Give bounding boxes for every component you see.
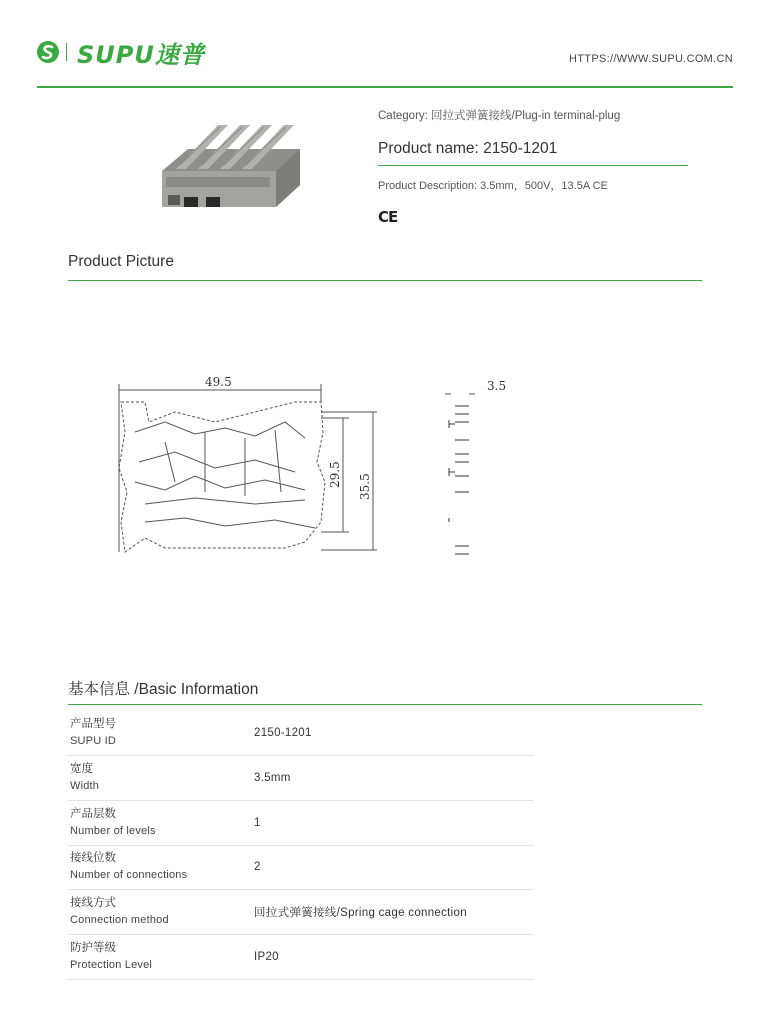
supu-logo-icon: [36, 40, 60, 64]
product-name: Product name: 2150-1201: [378, 140, 558, 157]
product-description: Product Description: 3.5mm，500V，13.5A CE: [378, 180, 608, 192]
label-chinese: 宽度: [70, 763, 93, 776]
row-value: IP20: [254, 934, 534, 979]
row-value: 1: [254, 800, 534, 845]
basic-info-heading: 基本信息 /Basic Information: [68, 681, 259, 698]
row-label: [68, 800, 254, 845]
table-row: [68, 711, 534, 756]
label-english: Protection Level: [70, 958, 153, 971]
brand-logo[interactable]: [36, 38, 205, 69]
product-image: [158, 107, 306, 217]
row-value: 2150-1201: [254, 711, 534, 756]
ce-mark-icon: CE: [378, 208, 398, 226]
row-label: [68, 934, 254, 979]
table-row: [68, 934, 534, 979]
row-value: 2: [254, 845, 534, 890]
label-english: SUPU ID: [70, 735, 117, 748]
row-label: [68, 890, 254, 935]
label-english: Connection method: [70, 914, 169, 927]
basic-info-divider: [68, 704, 702, 705]
product-category: Category: 回拉式弹簧接线/Plug-in terminal-plug: [378, 110, 621, 122]
product-picture-divider: [68, 280, 702, 281]
site-url[interactable]: HTTPS://WWW.SUPU.COM.CN: [569, 53, 733, 65]
logo-wordmark: SUPU速普: [77, 40, 205, 69]
row-value: 3.5mm: [254, 756, 534, 801]
label-chinese: 产品层数: [70, 807, 116, 820]
product-name-underline: [378, 165, 688, 166]
dim-height-inner-label: 29.5: [328, 461, 342, 488]
row-label: [68, 711, 254, 756]
dim-pitch-label: 3.5: [487, 379, 507, 393]
row-label: [68, 756, 254, 801]
label-chinese: 产品型号: [70, 718, 116, 731]
label-english: Number of levels: [70, 824, 156, 837]
table-row: [68, 845, 534, 890]
label-english: Width: [70, 780, 100, 793]
table-row: [68, 756, 534, 801]
table-row: [68, 800, 534, 845]
dim-width-label: 49.5: [205, 375, 232, 389]
label-chinese: 接线位数: [70, 852, 116, 865]
product-picture-heading: Product Picture: [68, 253, 174, 270]
technical-drawing: [105, 372, 545, 572]
label-chinese: 接线方式: [70, 897, 116, 910]
dim-height-outer-label: 35.5: [358, 473, 372, 500]
label-chinese: 防护等级: [70, 941, 116, 954]
table-row: [68, 890, 534, 935]
header-divider: [37, 86, 733, 88]
logo-divider: [66, 43, 67, 61]
basic-info-table: [68, 711, 534, 980]
row-label: [68, 845, 254, 890]
label-english: Number of connections: [70, 869, 188, 882]
row-value: 回拉式弹簧接线/Spring cage connection: [254, 890, 534, 935]
